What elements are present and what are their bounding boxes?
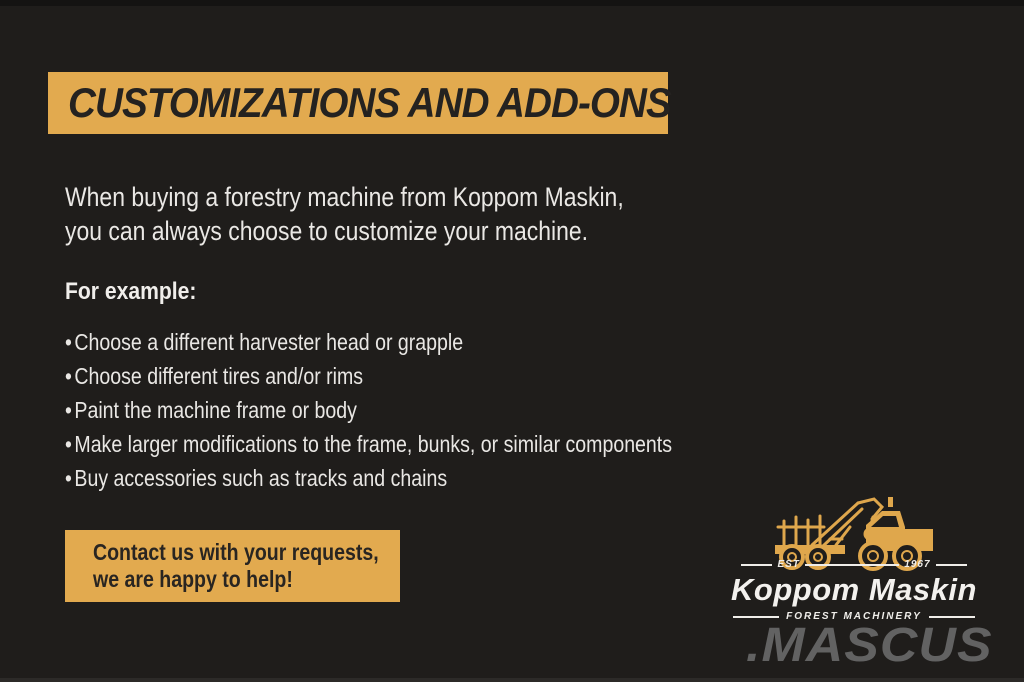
contact-line-1: Contact us with your requests, — [93, 539, 379, 565]
list-item-text: Choose different tires and/or rims — [74, 363, 364, 389]
headline-banner — [48, 72, 671, 134]
intro-paragraph — [65, 180, 624, 248]
list-item-text: Choose a different harvester head or grapple — [74, 329, 464, 355]
rule-line — [805, 564, 899, 566]
page-title: CUSTOMIZATIONS AND ADD-ONS — [68, 79, 671, 126]
list-item — [65, 461, 672, 495]
list-item-text: Make larger modifications to the frame, bunks, or similar components — [74, 431, 673, 457]
bullet-icon: • — [65, 431, 72, 457]
bullet-icon: • — [65, 397, 72, 423]
examples-list — [65, 325, 672, 495]
contact-line-2: we are happy to help! — [93, 566, 293, 592]
intro-line-1: When buying a forestry machine from Koppom Maskin, — [65, 182, 624, 212]
list-item — [65, 427, 672, 461]
mascus-watermark-logo: .MASCUS — [746, 619, 993, 672]
rule-line — [741, 564, 772, 566]
bottom-edge-strip — [0, 678, 1024, 682]
logo-company-name: Koppom Maskin — [731, 572, 977, 607]
koppom-maskin-logo — [722, 487, 986, 622]
examples-heading: For example: — [65, 278, 197, 305]
list-item — [65, 325, 672, 359]
list-item — [65, 359, 672, 393]
logo-year: 1967 — [904, 559, 931, 570]
logo-tagline: FOREST MACHINERY — [786, 611, 922, 622]
logo-established-row — [722, 559, 986, 570]
top-edge-strip — [0, 0, 1024, 6]
intro-line-2: you can always choose to customize your machine. — [65, 216, 589, 246]
contact-callout — [65, 530, 400, 602]
bullet-icon: • — [65, 329, 72, 355]
bullet-icon: • — [65, 363, 72, 389]
list-item-text: Paint the machine frame or body — [74, 397, 357, 423]
logo-est-label: EST — [777, 559, 800, 570]
list-item-text: Buy accessories such as tracks and chains — [74, 465, 448, 491]
rule-line — [936, 564, 967, 566]
bullet-icon: • — [65, 465, 72, 491]
list-item — [65, 393, 672, 427]
